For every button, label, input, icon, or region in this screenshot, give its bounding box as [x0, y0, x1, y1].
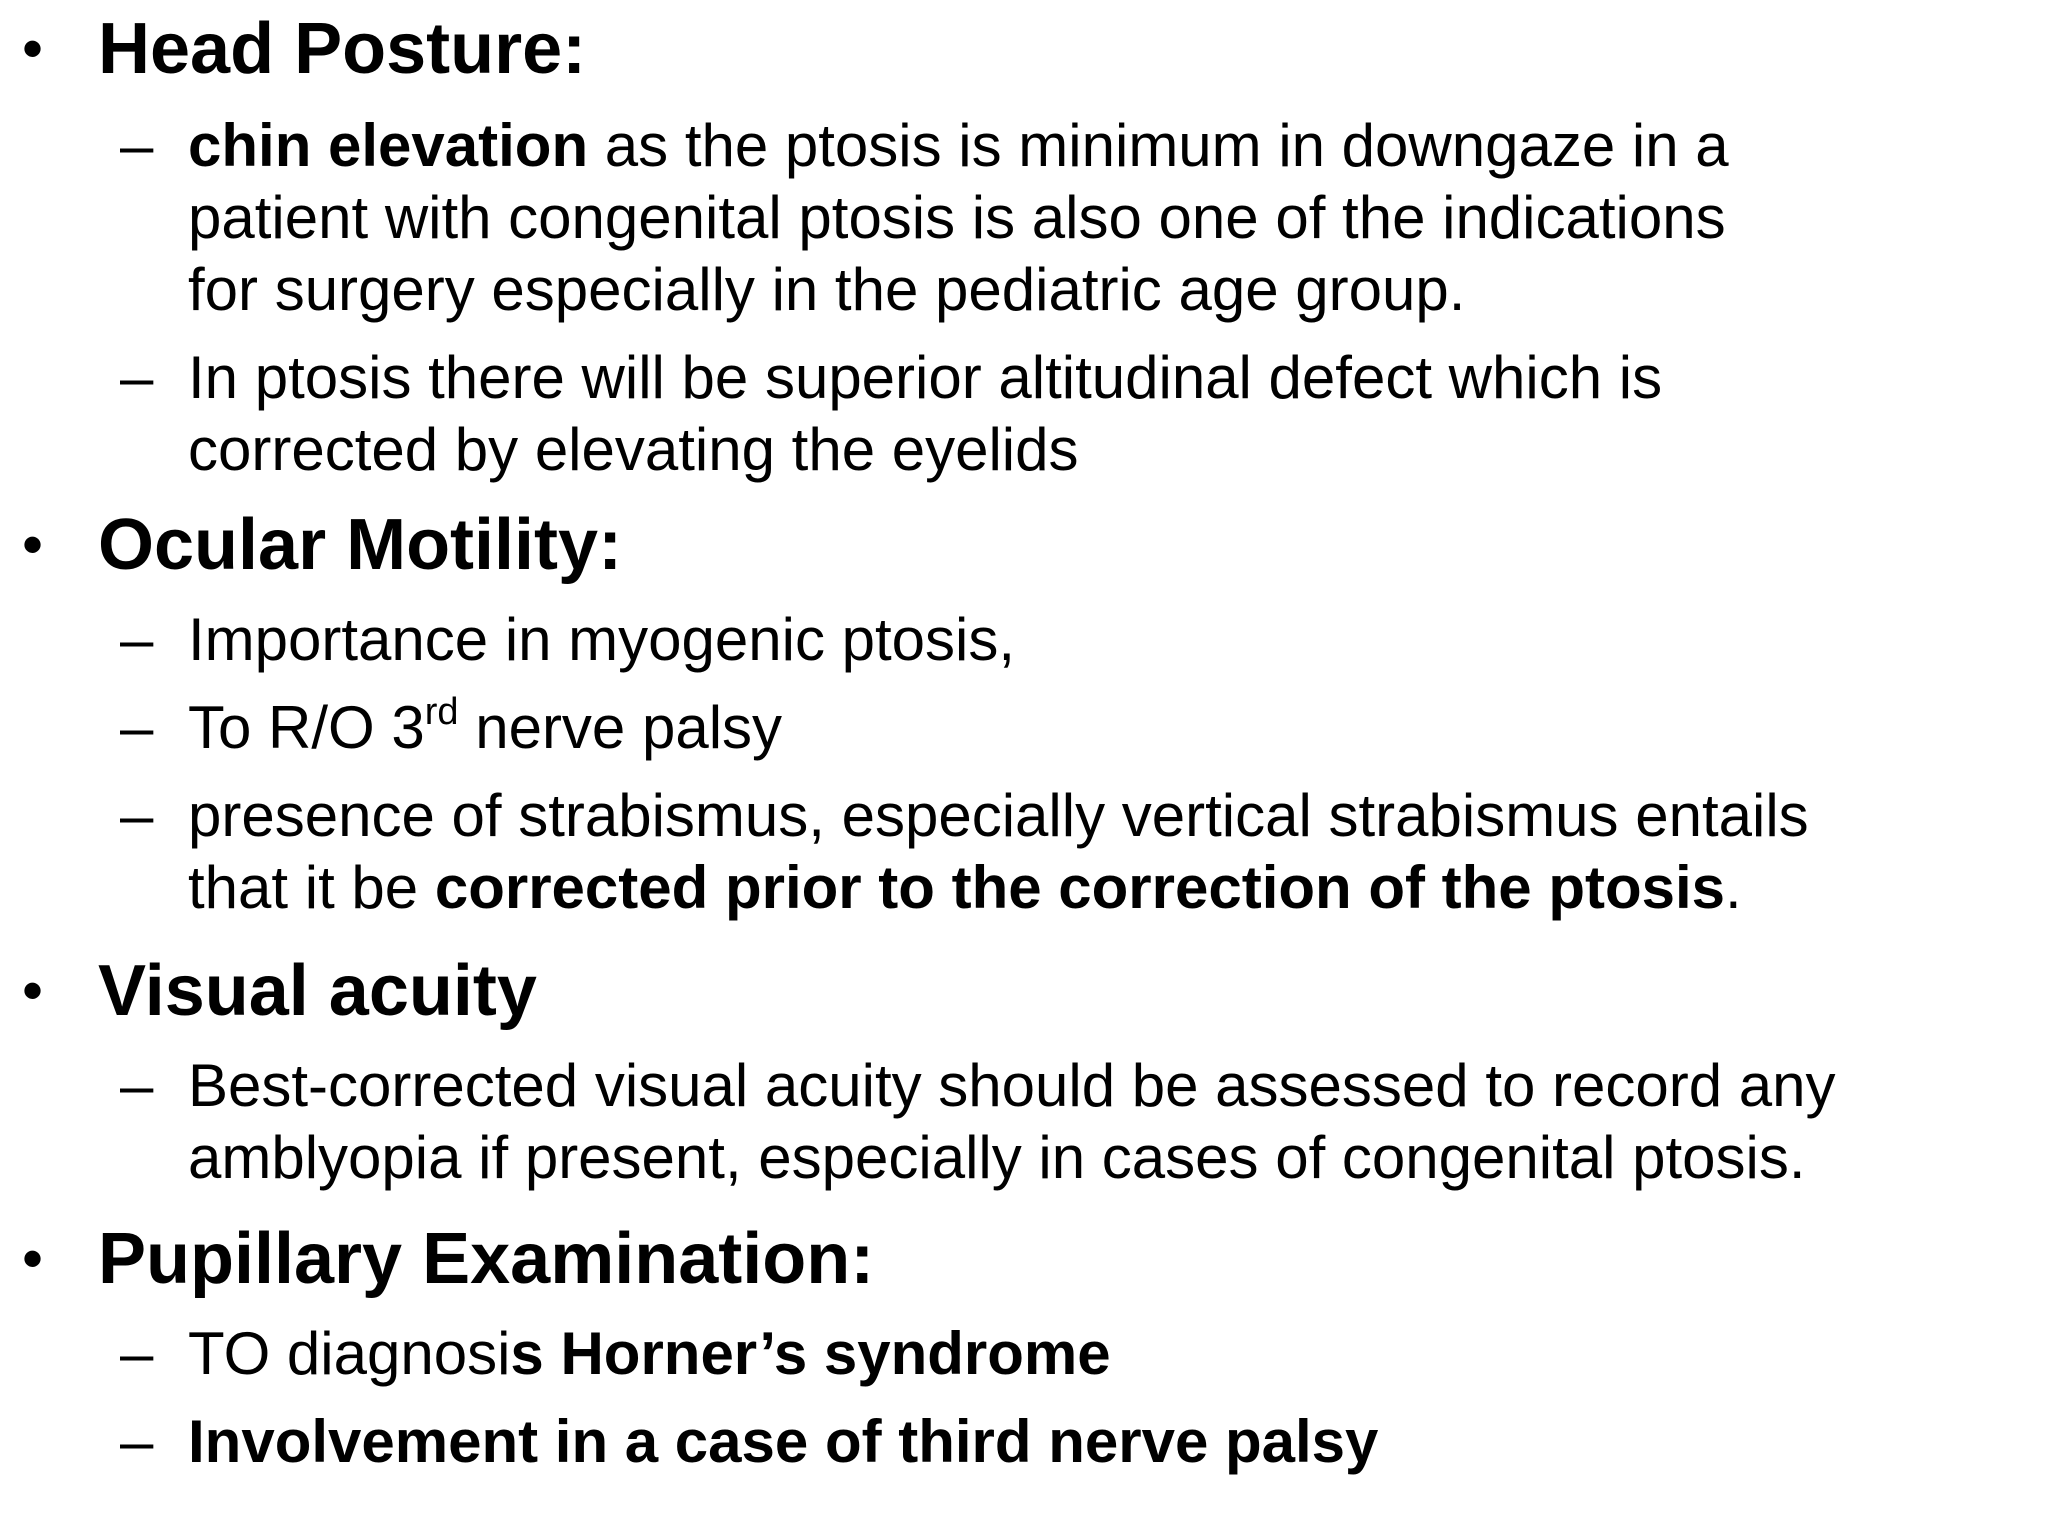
bold-text: chin elevation	[188, 112, 589, 179]
list-item	[0, 1050, 2048, 1194]
list-item	[0, 604, 2048, 676]
dash-glyph: –	[120, 606, 154, 673]
item-line	[188, 1406, 2048, 1478]
item-line	[188, 604, 2048, 676]
item-line	[188, 780, 2048, 852]
heading-text: Head Posture:	[98, 9, 587, 89]
item-text: that it be	[188, 854, 435, 921]
heading-text: Visual acuity	[98, 951, 537, 1031]
list-item	[0, 110, 2048, 326]
item-line	[188, 254, 2048, 326]
item-text: In ptosis there will be superior altitudinal defect which is	[188, 344, 1663, 411]
bold-text: s Horner’s syndrome	[510, 1320, 1111, 1387]
bullet-glyph: •	[22, 957, 44, 1024]
item-line	[188, 1318, 2048, 1390]
section-ocular-motility	[0, 500, 2048, 924]
item-line	[188, 182, 2048, 254]
bullet-glyph: •	[22, 15, 44, 82]
bullet-glyph: •	[22, 511, 44, 578]
item-line	[188, 692, 2048, 764]
section-pupillary-examination	[0, 1214, 2048, 1478]
item-text: as the ptosis is minimum in downgaze in a	[588, 112, 1729, 179]
dash-glyph: –	[120, 1320, 154, 1387]
section-visual-acuity	[0, 946, 2048, 1194]
item-text: nerve palsy	[458, 694, 783, 761]
item-text: amblyopia if present, especially in cases of congenital ptosis.	[188, 1124, 1806, 1191]
item-text: Best-corrected visual acuity should be assessed to record any	[188, 1052, 1836, 1119]
section-heading	[0, 1214, 2048, 1304]
bold-text: Involvement in a case of third nerve palsy	[188, 1408, 1379, 1475]
item-text: for surgery especially in the pediatric age group.	[188, 256, 1466, 323]
list-item	[0, 692, 2048, 764]
list-item	[0, 1406, 2048, 1478]
item-text: To R/O 3	[188, 694, 425, 761]
section-heading	[0, 946, 2048, 1036]
item-line	[188, 414, 2048, 486]
item-text: corrected by elevating the eyelids	[188, 416, 1079, 483]
dash-glyph: –	[120, 1052, 154, 1119]
item-text: presence of strabismus, especially vertical strabismus entails	[188, 782, 1809, 849]
item-line	[188, 1050, 2048, 1122]
item-line	[188, 342, 2048, 414]
list-item	[0, 780, 2048, 924]
item-text: TO diagnosi	[188, 1320, 511, 1387]
item-line	[188, 1122, 2048, 1194]
heading-text: Pupillary Examination:	[98, 1219, 875, 1299]
superscript-text: rd	[424, 691, 459, 733]
section-head-posture	[0, 4, 2048, 486]
list-item	[0, 1318, 2048, 1390]
bullet-glyph: •	[22, 1225, 44, 1292]
item-line	[188, 852, 2048, 924]
dash-glyph: –	[120, 1408, 154, 1475]
bold-text: corrected prior to the correction of the ptosis	[434, 854, 1726, 921]
section-heading	[0, 4, 2048, 94]
dash-glyph: –	[120, 112, 154, 179]
list-item	[0, 342, 2048, 486]
item-text: patient with congenital ptosis is also one of the indications	[188, 184, 1726, 251]
dash-glyph: –	[120, 344, 154, 411]
heading-text: Ocular Motility:	[98, 505, 623, 585]
dash-glyph: –	[120, 694, 154, 761]
item-text: .	[1725, 854, 1742, 921]
section-heading	[0, 500, 2048, 590]
item-line	[188, 110, 2048, 182]
item-text: Importance in myogenic ptosis,	[188, 606, 1016, 673]
dash-glyph: –	[120, 782, 154, 849]
